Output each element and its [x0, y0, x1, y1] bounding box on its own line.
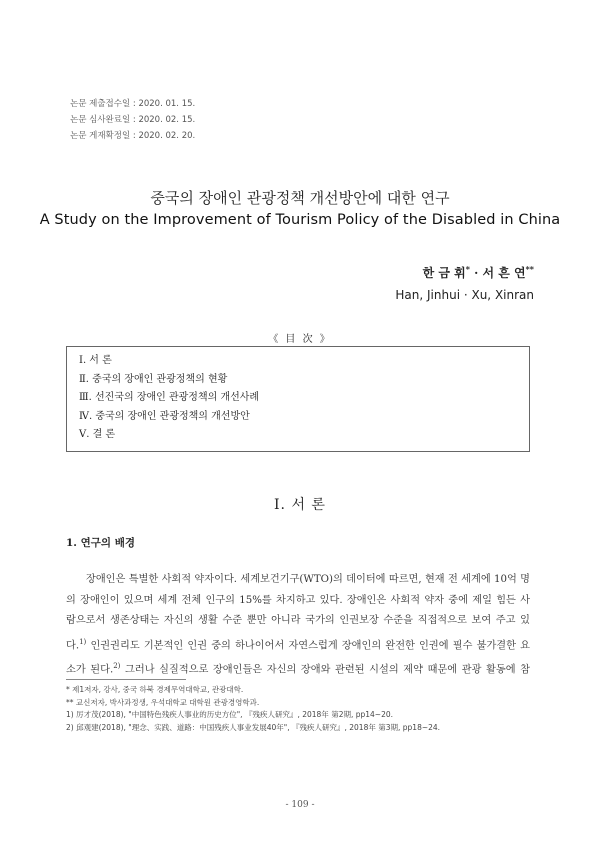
paper-title-korean: 중국의 장애인 관광정책 개선방안에 대한 연구: [150, 189, 450, 207]
footnote-ref-1: 1): [79, 637, 87, 646]
author-separator: ·: [469, 266, 483, 280]
body-line-5: [66, 656, 530, 681]
author2-mark: **: [525, 264, 534, 274]
toc-item-3: Ⅲ. 선진국의 장애인 관광정책의 개선사례: [79, 392, 260, 403]
toc-item-1: Ⅰ. 서 론: [79, 355, 112, 366]
date-received: 논문 제출접수일 : 2020. 01. 15.: [70, 99, 196, 109]
footnote-author2: ** 교신저자, 박사과정생, 우석대학교 대학원 관광경영학과.: [66, 697, 260, 707]
footnote-1: 1) 厉才茂(2018), "中国特色残疾人事业的历史方位", 『残疾人研究』, 2018年 第2期, pp14~20.: [66, 710, 394, 719]
body-line-4-rest: 인권권리도 기본적인 인권 중의 하나이어서 자연스럽게 장애인의 완전한 인권에 필수 불가결한 요: [86, 639, 530, 651]
subsection-title: 1. 연구의 배경: [66, 537, 135, 549]
toc-item-2: Ⅱ. 중국의 장애인 관광정책의 현황: [79, 373, 228, 385]
footnote-divider: [66, 679, 186, 680]
body-paragraph: [66, 570, 530, 681]
footnote-author1: * 제1저자, 강사, 중국 하북 경제무역대학교, 관광대학.: [66, 685, 244, 694]
footnote-2: 2) 邱观建(2018), "理念、实践、道路：中国残疾人事业发展40年", 『残疾人研究』, 2018年 第3期, pp18~24.: [66, 722, 441, 732]
submission-dates: [70, 96, 195, 144]
author1-name: 한 금 휘: [422, 266, 466, 280]
section-title: Ⅰ. 서 론: [274, 497, 326, 513]
author2-name: 서 흔 연: [482, 266, 526, 280]
body-line-4-start: 다.: [66, 639, 80, 651]
body-line-1: 장애인은 특별한 사회적 약자이다. 세계보건기구(WTO)의 데이터에 따르면, 현재 전 세계에 10억 명: [86, 574, 530, 585]
body-line-5-rest: 그러나 실질적으로 장애인들은 자신의 장애와 관련된 시설의 제약 때문에 관광 활동에 참: [120, 664, 530, 676]
table-of-contents: [66, 346, 530, 452]
page-number: - 109 -: [285, 800, 315, 810]
body-line-4: [66, 632, 530, 657]
authors-korean: [423, 264, 534, 281]
body-line-5-start: 소가 된다.: [66, 664, 114, 676]
footnotes: [66, 684, 440, 734]
toc-title: 《 目 次 》: [268, 334, 332, 345]
authors-english: Han, Jinhui · Xu, Xinran: [395, 288, 534, 302]
body-line-3: 람으로서 생존상태는 자신의 생활 수준 뿐만 아니라 국가의 인권보장 수준을 직접적으로 보여 주고 있: [66, 615, 530, 626]
toc-item-4: Ⅳ. 중국의 장애인 관광정책의 개선방안: [79, 410, 250, 422]
footnote-ref-2: 2): [113, 662, 121, 671]
toc-item-5: Ⅴ. 결 론: [79, 429, 116, 440]
author1-mark: *: [465, 264, 470, 274]
body-line-2: 의 장애인이 있으며 세계 전체 인구의 15%를 차지하고 있다. 장애인은 사회적 약자 중에 제일 힘든 사: [66, 594, 530, 606]
paper-title-english: A Study on the Improvement of Tourism Policy of the Disabled in China: [39, 212, 561, 228]
date-reviewed: 논문 심사완료일 : 2020. 02. 15.: [70, 115, 196, 125]
date-accepted: 논문 게재확정일 : 2020. 02. 20.: [70, 131, 196, 141]
